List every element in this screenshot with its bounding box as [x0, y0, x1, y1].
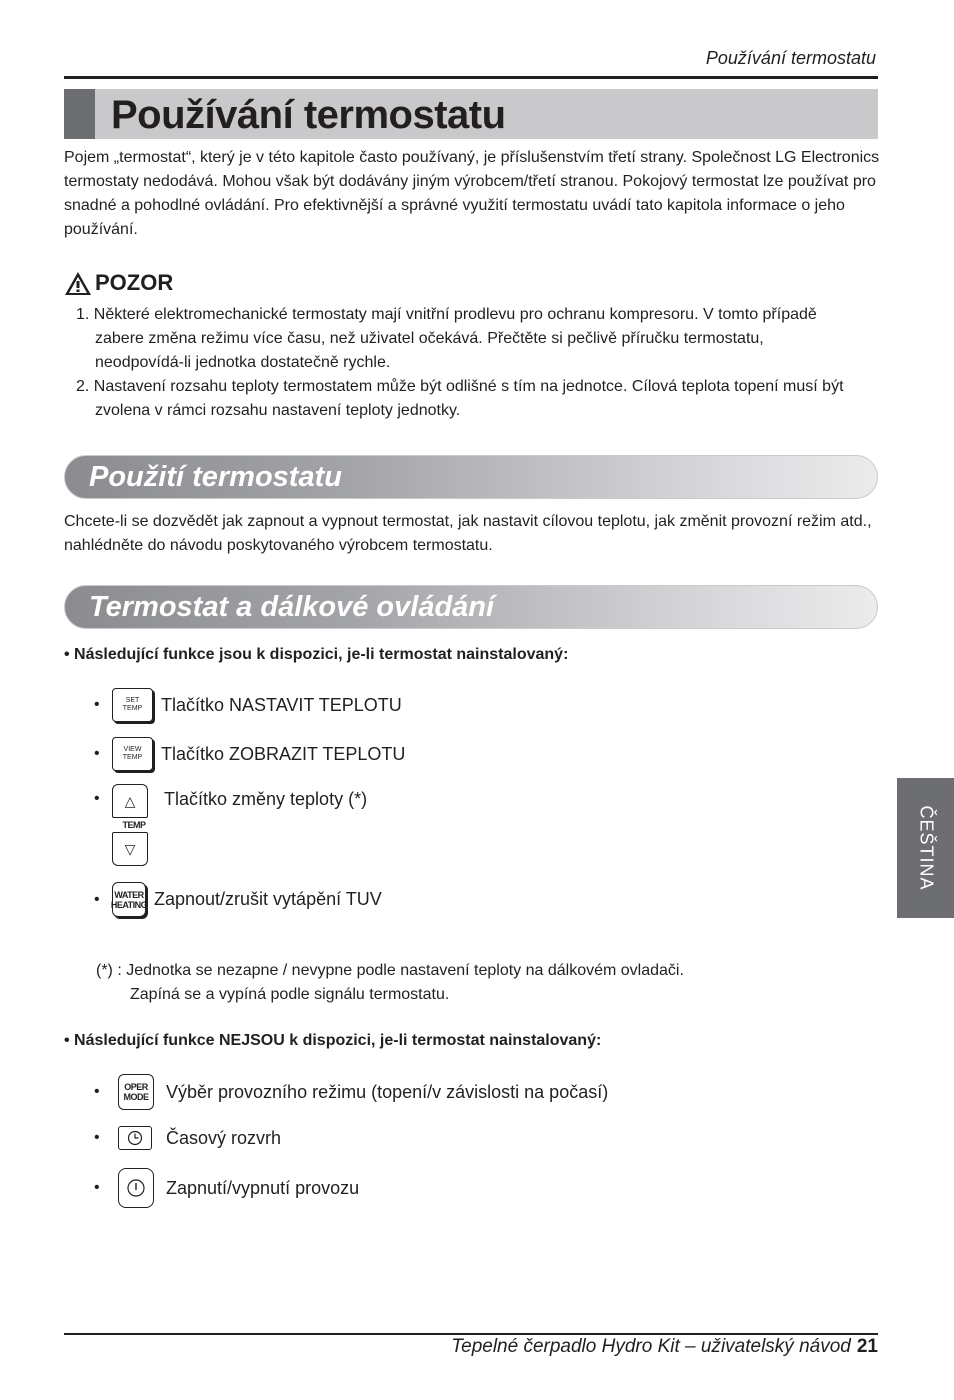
caution-list — [76, 303, 846, 423]
caution-heading — [64, 270, 173, 296]
available-item-view-temp — [94, 737, 405, 771]
intro-section — [64, 146, 884, 242]
language-side-tab — [897, 778, 954, 918]
footnote — [96, 959, 816, 1007]
set-temp-button-icon: SET TEMP — [112, 688, 153, 722]
title-bar-tab — [64, 89, 95, 139]
bullet: • — [94, 890, 100, 908]
temp-button-group-icon — [112, 784, 156, 866]
page-number: 21 — [856, 1336, 878, 1357]
footer — [451, 1336, 878, 1358]
footnote-line: Zapíná se a vypíná podle signálu termostatu. — [130, 986, 450, 1003]
usage-section — [64, 510, 884, 558]
item-label: Zapnutí/vypnutí provozu — [166, 1177, 360, 1198]
view-temp-button-icon: VIEW TEMP — [112, 737, 153, 771]
section-bar-remote — [64, 585, 878, 629]
usage-paragraph: Chcete-li se dozvědět jak zapnout a vypnout termostat, jak nastavit cílovou teplotu, jak změnit provozní režim atd., nahlédněte do návodu poskytovaného výrobcem termostatu. — [64, 513, 872, 554]
title-bar — [64, 89, 878, 139]
intro-paragraph: Pojem „termostat“, který je v této kapitole často používaný, je příslušenstvím třetí strany. Společnost LG Electronics termostaty nedodává. Mohou však být dodávány jiným výrobcem/třetí stranou. Pokojový termostat lze používat pro snadné a pohodlné ovládání. Pro efektivnější a správné využití termostatu uvádí tato kapitola informace o jeho používání. — [64, 149, 880, 238]
bullet: • — [94, 696, 100, 713]
bullet: • — [94, 1083, 100, 1100]
power-icon — [118, 1168, 154, 1208]
not-available-item-oper-mode — [94, 1074, 608, 1110]
temp-label: TEMP — [122, 820, 146, 830]
temp-down-arrow-icon: ▽ — [112, 832, 148, 866]
not-available-item-power — [94, 1168, 359, 1208]
temp-up-arrow-icon: △ — [112, 784, 148, 818]
caution-item: 2. Nastavení rozsahu teploty termostatem může být odlišné s tím na jednotce. Cílová teplota topení musí být zvolena v rámci rozsahu nastavení teploty jednotky. — [76, 378, 844, 419]
water-heating-button-icon: WATER HEATING — [112, 882, 146, 917]
item-label: Tlačítko NASTAVIT TEPLOTU — [161, 694, 402, 715]
not-available-heading: • Následující funkce NEJSOU k dispozici, je-li termostat nainstalovaný: — [64, 1032, 602, 1049]
item-label: Tlačítko změny teploty (*) — [164, 789, 368, 809]
top-rule — [64, 76, 878, 79]
item-label: Tlačítko ZOBRAZIT TEPLOTU — [161, 743, 406, 764]
item-label: Časový rozvrh — [166, 1127, 282, 1148]
oper-mode-button-icon: OPER MODE — [118, 1074, 154, 1110]
item-label: Zapnout/zrušit vytápění TUV — [154, 889, 382, 909]
bullet: • — [94, 790, 100, 807]
available-item-water-heating — [94, 882, 382, 917]
page-title: Používání termostatu — [111, 93, 506, 137]
language-label: ČEŠTINA — [916, 805, 936, 891]
available-item-temp-change — [94, 784, 367, 866]
bullet: • — [94, 1129, 100, 1146]
available-heading: • Následující funkce jsou k dispozici, je-li termostat nainstalovaný: — [64, 646, 569, 663]
section-title-remote: Termostat a dálkové ovládání — [89, 591, 495, 623]
section-title-usage: Použití termostatu — [89, 461, 342, 493]
caution-title: POZOR — [95, 270, 174, 295]
available-item-set-temp — [94, 688, 402, 722]
not-available-item-schedule — [94, 1126, 281, 1150]
caution-item: 1. Některé elektromechanické termostaty mají vnitřní prodlevu pro ochranu kompresoru. V tomto případě zabere změna režimu více času, než uživatel očekává. Přečtěte si pečlivě příručku termostatu, neodpovídá-li jednotka dostatečně rychle. — [76, 306, 817, 371]
item-label: Výběr provozního režimu (topení/v závislosti na počasí) — [166, 1081, 609, 1102]
footnote-line: (*) : Jednotka se nezapne / nevypne podle nastavení teploty na dálkovém ovladači. — [96, 962, 684, 979]
warning-triangle-icon — [64, 271, 92, 296]
section-bar-usage — [64, 455, 878, 499]
bullet: • — [94, 1179, 100, 1196]
bullet: • — [94, 745, 100, 762]
bottom-rule — [64, 1333, 878, 1335]
clock-icon — [118, 1126, 152, 1150]
running-head: Používání termostatu — [705, 48, 876, 68]
footer-text: Tepelné čerpadlo Hydro Kit – uživatelský návod — [451, 1336, 851, 1357]
